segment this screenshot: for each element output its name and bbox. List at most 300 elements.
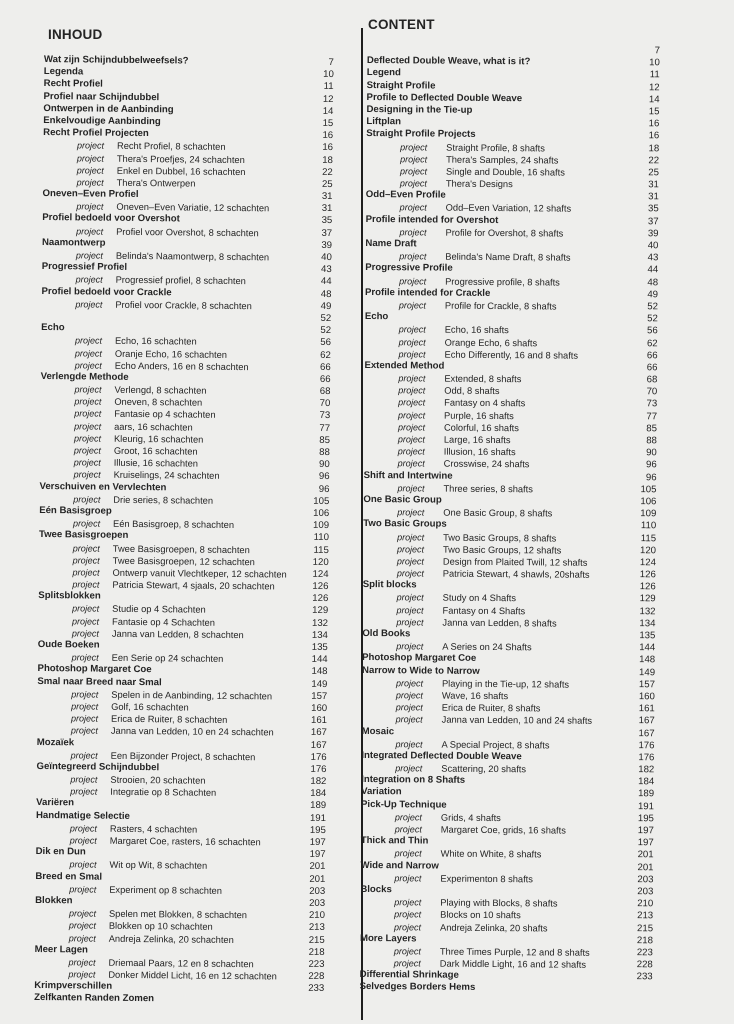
page-number: 132 (639, 605, 656, 617)
project-title: Crosswise, 24 shafts (443, 458, 530, 470)
project-label: project (395, 690, 423, 701)
project-label: project (72, 542, 100, 554)
project-label: project (72, 567, 100, 578)
project-title: Thera's Samples, 24 shafts (446, 154, 559, 166)
page-number: 197 (309, 849, 326, 861)
page-number: 201 (309, 861, 326, 873)
page-number: 184 (638, 776, 655, 788)
project-label: project (396, 543, 425, 555)
project-title: Experimenton 8 shafts (440, 873, 533, 885)
project-label: project (68, 932, 96, 944)
page-number: 203 (309, 897, 326, 909)
section-title: Mosaic (361, 725, 395, 737)
page-number: 213 (637, 910, 654, 922)
page-number: 228 (636, 959, 653, 971)
section-title: Zelfkanten Randen Zomen (34, 992, 155, 1005)
page-number: 70 (646, 386, 658, 398)
page-number: 49 (320, 300, 332, 312)
project-label: project (394, 824, 422, 835)
project-title: Spelen met Blokken, 8 schachten (108, 908, 248, 921)
page-number: 44 (647, 264, 659, 276)
project-title: Een Serie op 24 schachten (111, 652, 224, 665)
page-number: 68 (646, 374, 658, 386)
project-label: project (76, 201, 104, 212)
project-title: Erica de Ruiter, 8 schachten (110, 713, 228, 726)
project-title: Single and Double, 16 shafts (445, 166, 565, 178)
page-number: 37 (647, 215, 659, 227)
page-number: 56 (647, 325, 658, 337)
page-number: 201 (309, 873, 326, 885)
section-title: Breed en Smal (35, 870, 103, 883)
page-number: 16 (322, 130, 334, 142)
page-number: 157 (311, 690, 328, 702)
project-title: Design from Plaited Twill, 12 shafts (442, 556, 588, 568)
project-title: Study on 4 Shafts (442, 593, 517, 604)
page-number: 56 (320, 337, 332, 349)
project-title: Golf, 16 schachten (111, 701, 189, 713)
section-title: Blocks (360, 883, 392, 896)
page-number: 31 (648, 179, 659, 191)
section-title: Integration on 8 Shafts (361, 774, 466, 787)
project-label: project (395, 677, 424, 689)
project-title: Margaret Coe, grids, 16 shafts (440, 824, 566, 836)
page-number: 120 (639, 544, 657, 556)
page-number: 73 (319, 410, 331, 422)
project-title: Colorful, 16 shafts (443, 422, 519, 434)
page-number: 135 (639, 630, 656, 642)
project-label: project (397, 434, 425, 445)
page-number: 18 (648, 142, 660, 154)
page-number: 31 (648, 191, 659, 203)
section-title: Mozaïek (36, 736, 75, 748)
page-number: 18 (322, 154, 333, 166)
page-number: 197 (309, 836, 326, 848)
section-title: Verlengde Methode (40, 370, 129, 383)
page-number: 115 (640, 532, 657, 544)
project-title: Blokken op 10 schachten (108, 921, 213, 933)
project-label: project (396, 556, 424, 567)
project-title: Oneven, 8 schachten (114, 397, 203, 408)
project-label: project (69, 835, 97, 846)
page-number: 10 (323, 69, 334, 81)
section-title: Handmatige Selectie (35, 809, 130, 822)
page-number: 43 (321, 264, 332, 276)
page-number: 176 (638, 752, 655, 764)
project-title: Blocks on 10 shafts (440, 909, 521, 921)
page-number: 213 (308, 922, 325, 934)
page-number: 39 (321, 239, 333, 251)
project-label: project (398, 324, 426, 335)
project-title: Eén Basisgroep, 8 schachten (113, 518, 235, 531)
project-title: Groot, 16 schachten (113, 445, 198, 457)
project-label: project (68, 957, 96, 968)
project-label: project (395, 714, 423, 725)
section-title: Split blocks (362, 579, 417, 591)
page-number: 223 (636, 947, 653, 959)
project-label: project (69, 884, 97, 895)
page-number: 96 (645, 471, 657, 483)
project-label: project (396, 617, 424, 628)
page-number: 233 (308, 983, 325, 995)
project-label: project (398, 348, 426, 360)
page-number: 218 (636, 934, 654, 946)
project-label: project (73, 469, 101, 480)
project-label: project (72, 579, 100, 590)
page-number: 176 (310, 763, 327, 775)
page-number: 88 (646, 435, 657, 447)
project-title: Thera's Ontwerpen (116, 177, 196, 189)
page-number: 66 (646, 349, 658, 361)
page-number: 184 (310, 788, 327, 800)
section-title: Straight Profile Projects (366, 128, 476, 141)
page-number: 16 (648, 130, 660, 142)
project-label: project (395, 738, 423, 750)
page-number: 203 (637, 886, 654, 898)
page-number: 176 (310, 751, 327, 763)
page-number: 189 (310, 800, 327, 812)
project-label: project (399, 275, 427, 287)
project-label: project (73, 518, 101, 529)
project-title: Orange Echo, 6 shafts (444, 337, 538, 348)
project-label: project (396, 641, 424, 652)
page-number: 157 (638, 678, 656, 691)
page-number: 70 (319, 398, 331, 410)
project-label: project (74, 335, 103, 346)
project-title: Oranje Echo, 16 schachten (114, 348, 228, 360)
page-number: 37 (321, 227, 333, 239)
page-number: 68 (319, 385, 331, 398)
project-title: Profile for Overshot, 8 shafts (445, 227, 564, 239)
page-number: 148 (311, 666, 328, 678)
project-title: Two Basic Groups, 8 shafts (443, 532, 557, 544)
project-label: project (74, 420, 102, 432)
section-title: Legenda (43, 66, 84, 78)
section-title: Twee Basisgroepen (38, 529, 129, 542)
section-title: Thick and Thin (360, 835, 429, 847)
project-title: Fantasie op 4 schachten (114, 409, 216, 421)
project-title: Echo Differently, 16 and 8 shafts (444, 349, 579, 361)
project-label: project (70, 786, 98, 797)
project-title: Janna van Ledden, 8 shafts (442, 617, 557, 629)
page-number: 73 (646, 398, 658, 410)
section-title: Dik en Dun (35, 846, 86, 858)
project-label: project (399, 227, 427, 238)
section-title: Profile to Deflected Double Weave (366, 91, 523, 104)
project-title: A Special Project, 8 shafts (441, 739, 550, 751)
page-number: 167 (638, 715, 655, 727)
page-number: 191 (637, 800, 655, 812)
page-number: 109 (313, 519, 330, 532)
page-number: 176 (638, 739, 655, 751)
project-title: Belinda's Naamontwerp, 8 schachten (115, 250, 270, 263)
project-label: project (70, 750, 98, 761)
project-title: Driemaal Paars, 12 en 8 schachten (108, 957, 254, 970)
page-number: 126 (639, 581, 656, 593)
project-title: Two Basic Groups, 12 shafts (442, 544, 562, 556)
project-title: Echo, 16 schachten (114, 336, 197, 347)
section-title: Narrow to Wide to Narrow (362, 664, 480, 677)
page-number: 31 (321, 190, 333, 203)
project-label: project (74, 347, 102, 359)
project-title: Three Times Purple, 12 and 8 shafts (439, 946, 590, 958)
project-title: Belinda's Name Draft, 8 shafts (445, 251, 571, 263)
page-number: 144 (311, 654, 328, 666)
project-label: project (72, 615, 100, 627)
project-title: Enkel en Dubbel, 16 schachten (116, 165, 246, 177)
section-title: Profiel naar Schijndubbel (43, 90, 160, 103)
project-title: Strooien, 20 schachten (110, 774, 206, 786)
page-number: 215 (308, 934, 325, 946)
project-title: One Basic Group, 8 shafts (443, 507, 553, 519)
page-number: 110 (640, 520, 657, 532)
page-number: 191 (309, 812, 327, 824)
project-label: project (394, 909, 422, 920)
project-label: project (70, 774, 98, 785)
page-number: 109 (640, 508, 657, 520)
page-number: 22 (322, 166, 333, 178)
page-number: 62 (646, 337, 658, 349)
project-label: project (394, 872, 422, 884)
project-title: White on White, 8 shafts (440, 848, 542, 860)
project-title: Illusion, 16 shafts (443, 446, 516, 458)
section-title: Krimpverschillen (34, 980, 113, 993)
project-title: Echo, 16 shafts (444, 324, 509, 336)
page-number: 134 (311, 629, 328, 641)
project-label: project (397, 422, 426, 433)
project-title: Dark Middle Light, 16 and 12 shafts (439, 958, 587, 970)
project-label: project (400, 141, 428, 152)
page-number: 52 (647, 313, 658, 325)
dutch-heading: INHOUD (48, 27, 103, 42)
english-heading: CONTENT (368, 17, 435, 32)
page-number: 135 (311, 641, 328, 654)
project-title: Scattering, 20 shafts (441, 763, 527, 775)
section-title: Enkelvoudige Aanbinding (43, 114, 161, 128)
section-title: Progressive Profile (365, 262, 453, 275)
page-number: 149 (639, 666, 656, 678)
project-label: project (73, 433, 102, 444)
project-label: project (398, 336, 426, 347)
project-label: project (397, 507, 425, 518)
section-title: Old Books (362, 627, 411, 640)
section-title: One Basic Group (363, 493, 442, 506)
page-number: 22 (648, 154, 660, 166)
page-number: 132 (311, 617, 329, 629)
project-label: project (399, 251, 427, 262)
page-number: 189 (638, 788, 655, 800)
page-number: 14 (322, 105, 334, 117)
project-label: project (73, 457, 101, 468)
project-title: Janna van Ledden, 8 schachten (111, 628, 244, 640)
page-number: 11 (649, 69, 660, 81)
project-label: project (69, 859, 97, 870)
section-title: Profile intended for Overshot (365, 213, 499, 226)
english-toc-list (360, 43, 660, 996)
page-number: 106 (640, 496, 657, 508)
section-title: Liftplan (366, 116, 402, 128)
section-title: Wide and Narrow (360, 859, 439, 872)
page-number: 40 (647, 240, 659, 252)
project-label: project (394, 897, 422, 908)
project-label: project (72, 603, 100, 615)
page-number: 148 (639, 654, 656, 666)
page-number: 52 (647, 301, 658, 313)
project-title: Playing in the Tie-up, 12 shafts (441, 678, 570, 690)
section-title: Straight Profile (366, 79, 436, 92)
section-title: Name Draft (365, 237, 417, 250)
section-title: Oude Boeken (37, 638, 100, 651)
project-label: project (69, 823, 97, 834)
project-title: Illusie, 16 schachten (113, 457, 199, 469)
page-number: 126 (639, 569, 656, 581)
section-title: Ontwerpen in de Aanbinding (43, 102, 174, 116)
project-title: Rasters, 4 schachten (109, 823, 198, 835)
project-title: Echo Anders, 16 en 8 schachten (114, 360, 249, 372)
project-title: Profile for Crackle, 8 shafts (444, 300, 557, 312)
project-label: project (75, 274, 103, 286)
project-title: Twee Basisgroepen, 12 schachten (112, 555, 255, 567)
project-label: project (70, 713, 99, 724)
project-title: Erica de Ruiter, 8 shafts (441, 702, 541, 714)
page-number: 85 (319, 434, 331, 446)
section-title: Integrated Deflected Double Weave (361, 749, 522, 763)
project-label: project (73, 494, 101, 505)
section-title: Oneven–Even Profiel (42, 188, 139, 201)
project-label: project (73, 445, 101, 456)
project-title: Andreja Zelinka, 20 schachten (108, 933, 234, 945)
page-number: 182 (638, 764, 655, 776)
project-label: project (76, 152, 104, 164)
page-number: 12 (648, 81, 660, 93)
page-number: 167 (310, 727, 327, 739)
project-label: project (74, 360, 102, 371)
project-title: Wave, 16 shafts (441, 690, 509, 702)
page-number: 197 (637, 825, 654, 837)
page-number: 90 (318, 459, 330, 471)
page-number: 201 (637, 849, 654, 861)
project-label: project (76, 165, 104, 176)
project-title: Janna van Ledden, 10 en 24 schachten (110, 726, 274, 738)
page-number: 210 (637, 898, 654, 910)
page-number: 62 (320, 349, 331, 361)
page-number: 10 (649, 57, 660, 69)
section-title: Naamontwerp (41, 236, 106, 249)
section-title: More Layers (359, 932, 417, 945)
project-label: project (398, 385, 426, 396)
project-title: Patricia Stewart, 4 shawls, 20shafts (442, 568, 590, 580)
project-label: project (76, 177, 104, 188)
section-title: Wat zijn Schijndubbelweefsels? (43, 54, 189, 67)
page-number: 167 (310, 739, 327, 751)
section-title: Deflected Double Weave, what is it? (366, 55, 531, 68)
section-title: Verschuiven en Vervlechten (39, 480, 167, 493)
toc-section-entry (34, 992, 324, 1007)
section-title: Smal naar Breed naar Smal (37, 675, 162, 688)
section-title: Echo (364, 311, 389, 323)
project-title: Straight Profile, 8 shafts (446, 142, 545, 153)
project-label: project (75, 299, 103, 310)
project-label: project (70, 725, 98, 736)
project-label: project (399, 202, 427, 213)
project-title: Wit op Wit, 8 schachten (109, 860, 208, 872)
page-number: 203 (309, 885, 326, 897)
page-number: 218 (308, 946, 325, 958)
project-title: Studie op 4 Schachten (112, 604, 206, 616)
page-number: 129 (639, 593, 656, 605)
project-title: Een Bijzonder Project, 8 schachten (110, 750, 256, 762)
page-number: 201 (637, 861, 654, 873)
project-title: Verlengd, 8 schachten (114, 384, 207, 396)
section-title: Legend (366, 67, 401, 79)
page-number: 161 (638, 703, 655, 715)
project-title: Odd, 8 shafts (444, 385, 500, 397)
page-number: 106 (313, 507, 330, 519)
page-number: 96 (318, 483, 330, 495)
page-number: 14 (648, 93, 660, 106)
toc-section-entry (360, 981, 653, 995)
page-number: 48 (320, 288, 332, 300)
project-title: Grids, 4 shafts (440, 812, 501, 823)
project-label: project (393, 958, 421, 969)
project-title: Patricia Stewart, 4 sjaals, 20 schachten (112, 579, 275, 592)
page-number: 161 (310, 714, 328, 727)
page-number: 124 (312, 568, 329, 580)
project-label: project (71, 701, 99, 712)
page-number: 160 (638, 691, 655, 703)
project-title: aars, 16 schachten (114, 421, 193, 433)
project-title: Purple, 16 shafts (444, 410, 514, 421)
section-title: Pick-Up Technique (360, 798, 447, 811)
project-label: project (394, 812, 422, 823)
section-title: Odd–Even Profile (365, 189, 446, 201)
page-number: 15 (322, 117, 334, 129)
dutch-toc-list (34, 54, 334, 1008)
page-number: 195 (637, 812, 654, 825)
page-number: 7 (328, 56, 334, 69)
project-label: project (68, 908, 97, 919)
page-number: 66 (646, 362, 658, 374)
section-title: Recht Profiel Projecten (43, 127, 149, 140)
page-number: 25 (648, 167, 660, 179)
project-title: Drie series, 8 schachten (113, 494, 214, 506)
project-label: project (397, 531, 425, 542)
page-number: 228 (308, 970, 325, 983)
project-label: project (398, 397, 426, 408)
project-label: project (393, 946, 421, 957)
page-number: 12 (322, 93, 334, 105)
project-label: project (399, 166, 428, 177)
page-number: 52 (320, 312, 332, 324)
project-label: project (395, 763, 423, 774)
project-title: Playing with Blocks, 8 shafts (440, 897, 558, 909)
project-title: Fantasy on 4 Shafts (442, 605, 526, 616)
section-title: Photoshop Margaret Coe (37, 663, 152, 676)
page-number: 15 (648, 106, 660, 118)
project-label: project (397, 483, 425, 494)
project-title: Fantasie op 4 Schachten (112, 616, 215, 628)
page-number: 203 (637, 873, 654, 886)
project-title: Integratie op 8 Schachten (110, 786, 217, 799)
page-number: 16 (322, 142, 334, 154)
project-label: project (75, 250, 103, 261)
page-number: 120 (312, 556, 329, 568)
section-title: Eén Basisgroep (39, 504, 112, 517)
section-title: Recht Profiel (43, 78, 103, 90)
project-label: project (74, 396, 102, 407)
page-number: 48 (647, 276, 659, 288)
page-number: 7 (654, 45, 660, 57)
section-title: Profile intended for Crackle (364, 286, 491, 299)
